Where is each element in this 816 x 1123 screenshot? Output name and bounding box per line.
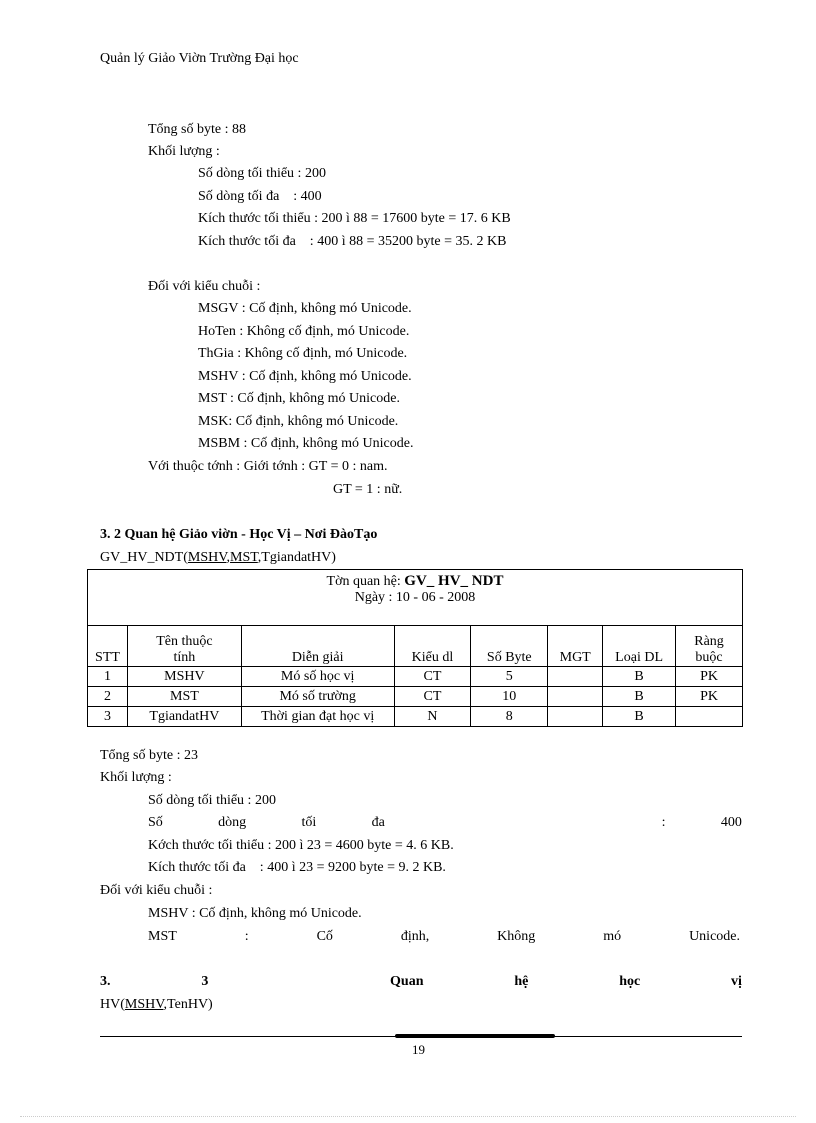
- cell-stt: 1: [88, 667, 128, 687]
- cell-desc: Mó số học vị: [241, 667, 394, 687]
- col-header-desc: Diễn giải: [241, 626, 394, 667]
- relation-table: [87, 569, 743, 727]
- section-heading-3-2: 3. 2 Quan hệ Giảo viờn - Học Vị – Nơi ĐàoTạo: [100, 527, 378, 542]
- word: :: [244, 929, 249, 944]
- string-item: MSGV : Cố định, không mó Unicode.: [198, 301, 412, 316]
- volume-label-1: Khối lượng :: [148, 144, 220, 159]
- cell-dtype: B: [603, 667, 676, 687]
- schema-hv: [100, 996, 213, 1014]
- gender-line: Với thuộc tớnh : Giới tớnh : GT = 0 : nam.: [148, 459, 388, 474]
- schema-prefix: HV(: [100, 997, 125, 1012]
- word: 3: [201, 974, 209, 989]
- cell-attr: MSHV: [127, 667, 241, 687]
- max-size-2: Kích thước tối đa : 400 ì 23 = 9200 byte = 9. 2 KB.: [148, 860, 446, 875]
- cell-desc: Mó số trường: [241, 687, 394, 707]
- table-row: [88, 707, 743, 727]
- word: học: [619, 974, 641, 989]
- schema-key-mst: MST: [230, 550, 258, 565]
- col-header-type: Kiểu dl: [394, 626, 471, 667]
- table-title-cell: [88, 570, 743, 626]
- string-item: HoTen : Không cố định, mó Unicode.: [198, 324, 410, 339]
- min-rows-1: Số dòng tối thiểu : 200: [198, 166, 326, 181]
- word: đa: [371, 815, 385, 830]
- schema-rest: ,TgiandatHV): [257, 550, 336, 565]
- word: hệ: [514, 974, 529, 989]
- schema-key-mshv: MSHV: [124, 997, 164, 1012]
- col-header-attr-l1: Tên thuộc: [156, 634, 213, 649]
- string-item: MSHV : Cố định, không mó Unicode.: [198, 369, 412, 384]
- word: dòng: [218, 815, 247, 830]
- cell-stt: 2: [88, 687, 128, 707]
- word: :: [661, 815, 666, 830]
- section-heading-3-3: [100, 973, 742, 991]
- schema-sep: ,: [226, 550, 231, 565]
- word: Quan: [390, 974, 424, 989]
- col-header-constraint: Ràng buộc: [676, 626, 743, 667]
- relation-name: GV_ HV_ NDT: [404, 573, 504, 589]
- cell-mgt: [548, 707, 603, 727]
- volume-label-2: Khối lượng :: [100, 770, 172, 785]
- page-number: 19: [412, 1042, 425, 1057]
- max-rows-2: [148, 814, 742, 832]
- word: MST: [148, 929, 177, 944]
- table-row: [88, 667, 743, 687]
- cell-type: CT: [394, 667, 471, 687]
- string-item: ThGia : Không cố định, mó Unicode.: [198, 346, 408, 361]
- cell-dtype: B: [603, 687, 676, 707]
- max-size-1: Kích thước tối đa : 400 ì 88 = 35200 byte = 35. 2 KB: [198, 234, 507, 249]
- relation-label: Tờn quan hệ:: [326, 574, 401, 589]
- cell-stt: 3: [88, 707, 128, 727]
- word: 400: [720, 815, 742, 830]
- cell-attr: MST: [127, 687, 241, 707]
- cell-constraint: PK: [676, 667, 743, 687]
- page-header: Quản lý Giảo Viờn Trường Đại học: [100, 51, 299, 66]
- page-bottom-border: [20, 1116, 796, 1117]
- cell-dtype: B: [603, 707, 676, 727]
- word: vị: [731, 974, 742, 989]
- table-row: [88, 687, 743, 707]
- cell-type: CT: [394, 687, 471, 707]
- schema-key-mshv: MSHV: [187, 550, 227, 565]
- min-size-2: Kớch thước tối thiểu : 200 ì 23 = 4600 byte = 4. 6 KB.: [148, 838, 454, 853]
- gender-line-2: GT = 1 : nữ.: [333, 482, 403, 497]
- word: định,: [400, 929, 430, 944]
- cell-constraint: [676, 707, 743, 727]
- word: Unicode.: [689, 929, 740, 944]
- schema-gv-hv-ndt: [100, 549, 336, 567]
- col-header-bytes: Số Byte: [471, 626, 548, 667]
- schema-prefix: GV_HV_NDT(: [100, 550, 188, 565]
- string-item: MSBM : Cố định, không mó Unicode.: [198, 436, 414, 451]
- cell-desc: Thời gian đạt học vị: [241, 707, 394, 727]
- col-header-dtype: Loại DL: [603, 626, 676, 667]
- col-header-stt: STT: [88, 626, 128, 667]
- cell-mgt: [548, 687, 603, 707]
- footer-divider-accent: [395, 1034, 555, 1038]
- word: Cố: [316, 929, 333, 944]
- table-header-row: [88, 626, 743, 667]
- string-item: MST : Cố định, không mó Unicode.: [198, 391, 400, 406]
- string-types-label-1: Đối với kiểu chuỗi :: [148, 279, 261, 294]
- word: tối: [301, 815, 317, 830]
- total-bytes-2: Tổng số byte : 23: [100, 748, 198, 763]
- word: 3.: [100, 974, 111, 989]
- total-bytes-1: Tổng số byte : 88: [148, 122, 246, 137]
- string-item: MSHV : Cố định, không mó Unicode.: [148, 906, 362, 921]
- cell-type: N: [394, 707, 471, 727]
- word: Không: [497, 929, 536, 944]
- cell-constraint: PK: [676, 687, 743, 707]
- col-header-attr-l2: tính: [173, 650, 196, 665]
- col-header-mgt: MGT: [548, 626, 603, 667]
- string-item-justified: [148, 928, 740, 946]
- cell-attr: TgiandatHV: [127, 707, 241, 727]
- col-header-attr: [127, 626, 241, 667]
- schema-rest: ,TenHV): [163, 997, 213, 1012]
- word: Số: [148, 815, 163, 830]
- cell-mgt: [548, 667, 603, 687]
- cell-bytes: 5: [471, 667, 548, 687]
- word: mó: [603, 929, 622, 944]
- cell-bytes: 10: [471, 687, 548, 707]
- string-types-label-2: Đối với kiểu chuỗi :: [100, 883, 213, 898]
- min-size-1: Kích thước tối thiểu : 200 ì 88 = 17600 byte = 17. 6 KB: [198, 211, 511, 226]
- string-item: MSK: Cố định, không mó Unicode.: [198, 414, 399, 429]
- relation-date: Ngày : 10 - 06 - 2008: [354, 590, 476, 605]
- cell-bytes: 8: [471, 707, 548, 727]
- max-rows-1: Số dòng tối đa : 400: [198, 189, 322, 204]
- min-rows-2: Số dòng tối thiểu : 200: [148, 793, 276, 808]
